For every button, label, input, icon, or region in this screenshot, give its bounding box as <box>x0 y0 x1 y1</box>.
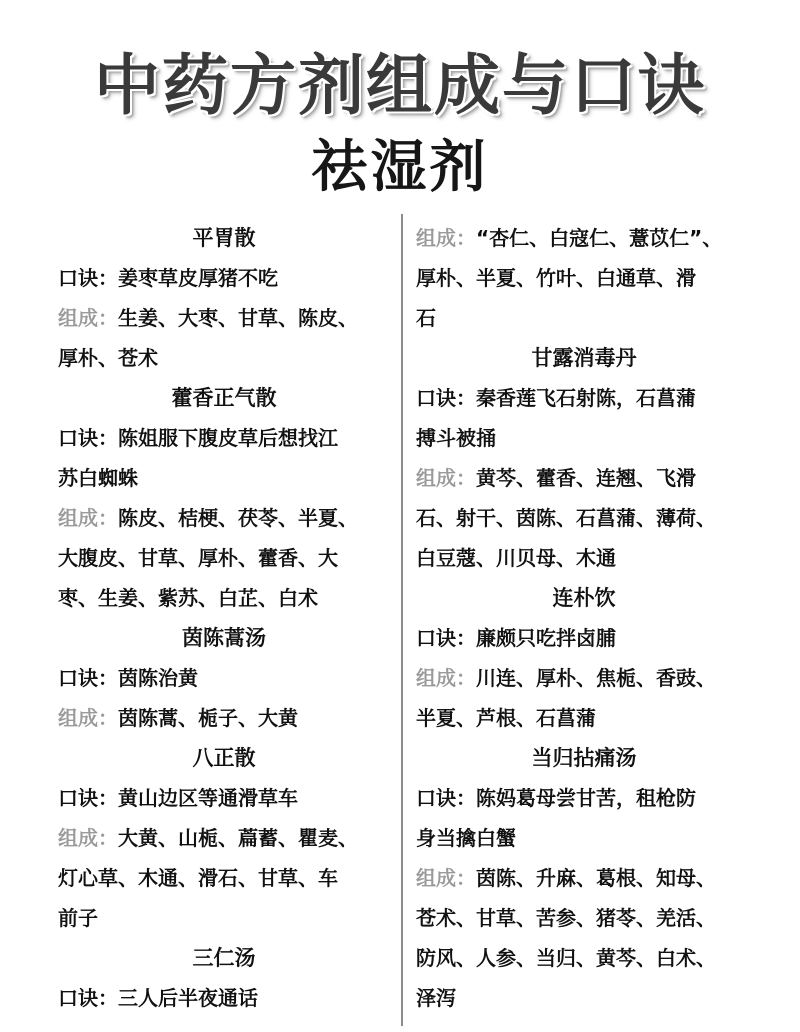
koujue-text: 秦香莲飞石射陈，石菖蒲 <box>476 386 696 410</box>
zucheng-text: 生姜、大枣、甘草、陈皮、 <box>118 306 358 330</box>
zucheng-label: 组成： <box>58 706 118 730</box>
zucheng-label: 组成： <box>416 866 476 890</box>
zucheng-ganlu <box>416 458 752 498</box>
koujue-label: 口诀： <box>58 426 118 450</box>
zucheng-line: 白豆蔻、川贝母、木通 <box>416 546 616 570</box>
zucheng-label: 组成： <box>416 226 476 250</box>
koujue-text: 陈姐服下腹皮草后想找江 <box>118 426 338 450</box>
formula-heading-yinchen: 茵陈蒿汤 <box>182 626 266 650</box>
right-column <box>416 218 752 1018</box>
koujue-text: 黄山边区等通滑草车 <box>118 786 298 810</box>
zucheng-line: 枣、生姜、紫苏、白芷、白术 <box>58 586 318 610</box>
koujue-text: 茵陈治黄 <box>118 666 198 690</box>
zucheng-line: 防风、人参、当归、黄芩、白术、 <box>416 946 716 970</box>
koujue-line: 搏斗被捅 <box>416 426 496 450</box>
koujue-sanren <box>58 978 390 1018</box>
zucheng-line: 厚朴、半夏、竹叶、白通草、滑 <box>416 266 696 290</box>
zucheng-line: 石 <box>416 306 436 330</box>
koujue-huoxiang <box>58 418 390 458</box>
left-column <box>58 218 390 1018</box>
koujue-text: 姜枣草皮厚猪不吃 <box>118 266 278 290</box>
formula-heading-danggui: 当归拈痛汤 <box>531 746 637 770</box>
koujue-label: 口诀： <box>416 626 476 650</box>
zucheng-text: 黄芩、藿香、连翘、飞滑 <box>476 466 696 490</box>
zucheng-line: 泽泻 <box>416 986 456 1010</box>
zucheng-line: 苍术、甘草、苦参、猪苓、羌活、 <box>416 906 716 930</box>
koujue-text: 廉颇只吃拌卤脯 <box>476 626 616 650</box>
zucheng-yinchen <box>58 698 390 738</box>
zucheng-label: 组成： <box>58 506 118 530</box>
zucheng-label: 组成： <box>58 826 118 850</box>
koujue-text: 三人后半夜通话 <box>118 986 258 1010</box>
formula-heading-lianpo: 连朴饮 <box>552 586 616 610</box>
zucheng-line: 半夏、芦根、石菖蒲 <box>416 706 596 730</box>
zucheng-sanren <box>416 218 752 258</box>
zucheng-text: 茵陈、升麻、葛根、知母、 <box>476 866 716 890</box>
formula-heading-sanren: 三仁汤 <box>192 946 256 970</box>
koujue-bazheng <box>58 778 390 818</box>
koujue-lianpo <box>416 618 752 658</box>
zucheng-label: 组成： <box>58 306 118 330</box>
formula-heading-pingwei: 平胃散 <box>192 226 256 250</box>
zucheng-bazheng <box>58 818 390 858</box>
koujue-yinchen <box>58 658 390 698</box>
zucheng-line: 灯心草、木通、滑石、甘草、车 <box>58 866 338 890</box>
zucheng-pingwei <box>58 298 390 338</box>
page-title: 中药方剂组成与口诀 <box>94 47 706 124</box>
page-subtitle: 祛湿剂 <box>311 135 489 200</box>
zucheng-line: 大腹皮、甘草、厚朴、藿香、大 <box>58 546 338 570</box>
zucheng-text: 大黄、山栀、萹蓄、瞿麦、 <box>118 826 358 850</box>
zucheng-text: 陈皮、桔梗、茯苓、半夏、 <box>118 506 358 530</box>
zucheng-line: 石、射干、茵陈、石菖蒲、薄荷、 <box>416 506 716 530</box>
formula-heading-huoxiang: 藿香正气散 <box>171 386 277 410</box>
koujue-label: 口诀： <box>416 386 476 410</box>
koujue-line: 苏白蜘蛛 <box>58 466 138 490</box>
formula-heading-bazheng: 八正散 <box>192 746 256 770</box>
koujue-label: 口诀： <box>58 986 118 1010</box>
koujue-ganlu <box>416 378 752 418</box>
koujue-pingwei <box>58 258 390 298</box>
zucheng-label: 组成： <box>416 666 476 690</box>
zucheng-line: 前子 <box>58 906 98 930</box>
koujue-line: 身当擒白蟹 <box>416 826 516 850</box>
formula-heading-ganlu: 甘露消毒丹 <box>531 346 637 370</box>
koujue-text: 陈妈葛母尝甘苦，租枪防 <box>476 786 696 810</box>
zucheng-text: 茵陈蒿、栀子、大黄 <box>118 706 298 730</box>
zucheng-huoxiang <box>58 498 390 538</box>
zucheng-label: 组成： <box>416 466 476 490</box>
zucheng-text: “杏仁、白寇仁、薏苡仁”、 <box>476 226 723 250</box>
koujue-label: 口诀： <box>416 786 476 810</box>
column-divider <box>401 214 403 1026</box>
koujue-danggui <box>416 778 752 818</box>
zucheng-danggui <box>416 858 752 898</box>
zucheng-line: 厚朴、苍术 <box>58 346 158 370</box>
zucheng-lianpo <box>416 658 752 698</box>
koujue-label: 口诀： <box>58 666 118 690</box>
koujue-label: 口诀： <box>58 786 118 810</box>
zucheng-text: 川连、厚朴、焦栀、香豉、 <box>476 666 716 690</box>
koujue-label: 口诀： <box>58 266 118 290</box>
